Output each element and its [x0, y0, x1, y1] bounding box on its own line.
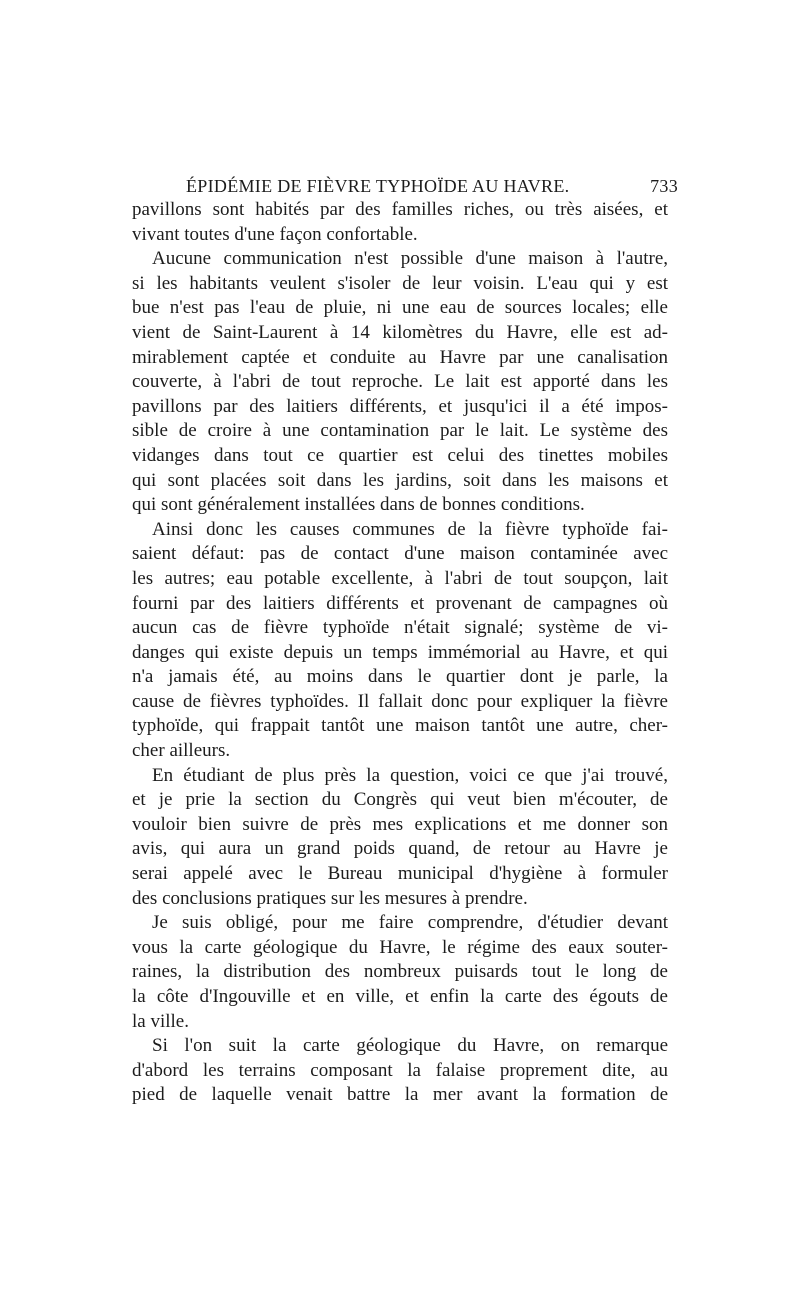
text-line: danges qui existe depuis un temps immémorial au Havre, et qui [132, 641, 668, 663]
text-line: saient défaut: pas de contact d'une maison contaminée avec [132, 543, 668, 565]
text-line: couverte, à l'abri de tout reproche. Le lait est apporté dans les [132, 371, 668, 393]
text-line: qui sont placées soit dans les jardins, soit dans les maisons et [132, 469, 668, 491]
text-line: En étudiant de plus près la question, voici ce que j'ai trouvé, [152, 764, 668, 786]
text-line: cause de fièvres typhoïdes. Il fallait donc pour expliquer la fièvre [132, 690, 668, 712]
text-line: vidanges dans tout ce quartier est celui des tinettes mobiles [132, 444, 668, 466]
text-line: les autres; eau potable excellente, à l'abri de tout soupçon, lait [132, 567, 668, 589]
text-line: vouloir bien suivre de près mes explications et me donner son [132, 813, 668, 835]
text-line: pavillons sont habités par des familles riches, ou très aisées, et [132, 199, 668, 220]
text-line: Ainsi donc les causes communes de la fièvre typhoïde fai- [152, 518, 668, 540]
text-line: fourni par des laitiers différents et provenant de campagnes où [132, 592, 668, 614]
running-head [134, 174, 678, 198]
text-line: typhoïde, qui frappait tantôt une maison tantôt une autre, cher- [132, 715, 668, 737]
text-line: si les habitants veulent s'isoler de leur voisin. L'eau qui y est [132, 272, 668, 294]
text-line: pied de laquelle venait battre la mer avant la formation de [132, 1084, 668, 1106]
body-text [132, 198, 668, 1108]
text-line: vient de Saint-Laurent à 14 kilomètres du Havre, elle est ad- [132, 321, 668, 343]
text-line: Aucune communication n'est possible d'une maison à l'autre, [152, 248, 668, 270]
text-line: Si l'on suit la carte géologique du Havre, on remarque [152, 1035, 668, 1057]
text-line: sible de croire à une contamination par le lait. Le système des [132, 420, 668, 442]
text-line: serai appelé avec le Bureau municipal d'hygiène à formuler [132, 863, 668, 885]
text-line: cher ailleurs. [132, 740, 231, 762]
text-line: d'abord les terrains composant la falaise proprement dite, au [132, 1059, 668, 1081]
text-line: raines, la distribution des nombreux puisards tout le long de [132, 961, 668, 983]
text-line: et je prie la section du Congrès qui veut bien m'écouter, de [132, 789, 668, 811]
text-line: la côte d'Ingouville et en ville, et enfin la carte des égouts de [132, 986, 668, 1007]
running-title: ÉPIDÉMIE DE FIÈVRE TYPHOÏDE AU HAVRE. [186, 176, 570, 196]
text-line: Je suis obligé, pour me faire comprendre, d'étudier devant [152, 912, 668, 934]
page-number: 733 [650, 176, 678, 196]
text-line: vivant toutes d'une façon confortable. [132, 223, 418, 245]
text-line: des conclusions pratiques sur les mesures à prendre. [132, 887, 528, 909]
text-line: mirablement captée et conduite au Havre par une canalisation [132, 346, 668, 368]
text-line: bue n'est pas l'eau de pluie, ni une eau de sources locales; elle [132, 297, 668, 319]
text-line: avis, qui aura un grand poids quand, de retour au Havre je [132, 838, 668, 860]
text-line: qui sont généralement installées dans de bonnes conditions. [132, 494, 585, 516]
text-line: n'a jamais été, au moins dans le quartier dont je parle, la [132, 666, 668, 688]
text-line: la ville. [132, 1010, 189, 1032]
text-line: vous la carte géologique du Havre, le régime des eaux souter- [132, 936, 668, 958]
text-line: pavillons par des laitiers différents, et jusqu'ici il a été impos- [132, 395, 668, 417]
text-line: aucun cas de fièvre typhoïde n'était signalé; système de vi- [132, 617, 668, 639]
